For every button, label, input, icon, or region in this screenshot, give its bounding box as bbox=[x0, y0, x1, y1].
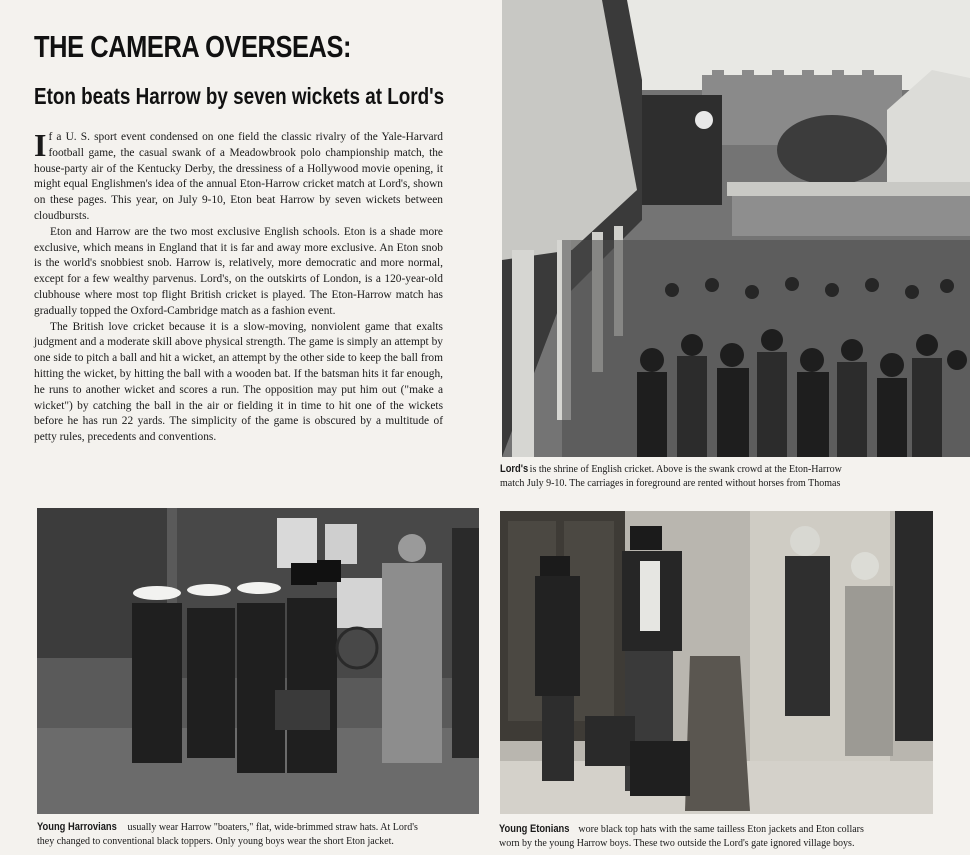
lords-crowd-illustration bbox=[502, 0, 970, 457]
etonians-illustration bbox=[500, 511, 933, 814]
article-paragraph-3: The British love cricket because it is a slow-moving, nonviolent game that exalts judgment and a moderate skill above physical strength. The game is simply an attempt by one side to pitch a ball and hit a wicket, an attempt by the other side to keep the ball from hitting the wicket, by hitting the ball with a wooden bat. If the batsman hits it far enough, he runs to another wicket and scores a run. The opposition may put him out ("make a wicket") by catching the ball in the air or fielding it in time to hit one of the wickets before he has run 22 yards. The simplicity of the game is obscured by a multitude of petty rules, precedents and conventions. bbox=[34, 320, 443, 444]
lords-crowd-photo bbox=[502, 0, 970, 457]
section-kicker: THE CAMERA OVERSEAS: bbox=[34, 29, 352, 64]
harrovians-caption: Young Harrovians usually wear Harrow "boaters," flat, wide-brimmed straw hats. At Lord's they changed to conventional black toppers. Only young boys wear the short Eton jacket. bbox=[37, 821, 418, 847]
lords-caption: Lord's is the shrine of English cricket. Above is the swank crowd at the Eton-Harrow match July 9-10. The carriages in foreground are rented without horses from Thomas bbox=[500, 463, 842, 489]
article-paragraph-1: If a U. S. sport event condensed on one field the classic rivalry of the Yale-Harvard football game, the casual swank of a Meadowbrook polo championship match, the house-party air of the Kentucky Derby, the dressiness of a Hollywood movie opening, it might equal Englishmen's idea of the annual Eton-Harrow cricket match at Lord's, shown on these pages. This year, on July 9-10, Eton beat Harrow by seven wickets between cloudbursts. bbox=[34, 127, 443, 222]
etonians-caption-lead: Young Etonians bbox=[499, 823, 570, 835]
article-body bbox=[34, 127, 443, 446]
etonians-photo bbox=[500, 511, 933, 814]
harrovians-photo bbox=[37, 508, 479, 814]
etonians-caption: Young Etonians wore black top hats with the same tailless Eton jackets and Eton collars worn by the young Harrow boys. These two outside the Lord's gate ignored village boys. bbox=[499, 823, 864, 849]
harrovians-caption-lead: Young Harrovians bbox=[37, 821, 117, 833]
article-paragraph-2: Eton and Harrow are the two most exclusive English schools. Eton is a shade more exclusive, which means in England that it is far and away more exclusive. An Eton snob is the world's snobbiest snob. Harrow is, relatively, more democratic and more normal, except for a few wealthy parvenus. Lord's, on the outskirts of London, is a 120-year-old clubhouse where most top flight British cricket is played. The Eton-Harrow match has gradually topped the Oxford-Cambridge match as a fashion event. bbox=[34, 225, 443, 317]
lords-caption-lead: Lord's bbox=[500, 463, 529, 475]
drop-cap: I bbox=[34, 127, 47, 163]
harrovians-illustration bbox=[37, 508, 479, 814]
article-headline: Eton beats Harrow by seven wickets at Lord's bbox=[34, 83, 445, 109]
clock-icon bbox=[695, 111, 713, 129]
